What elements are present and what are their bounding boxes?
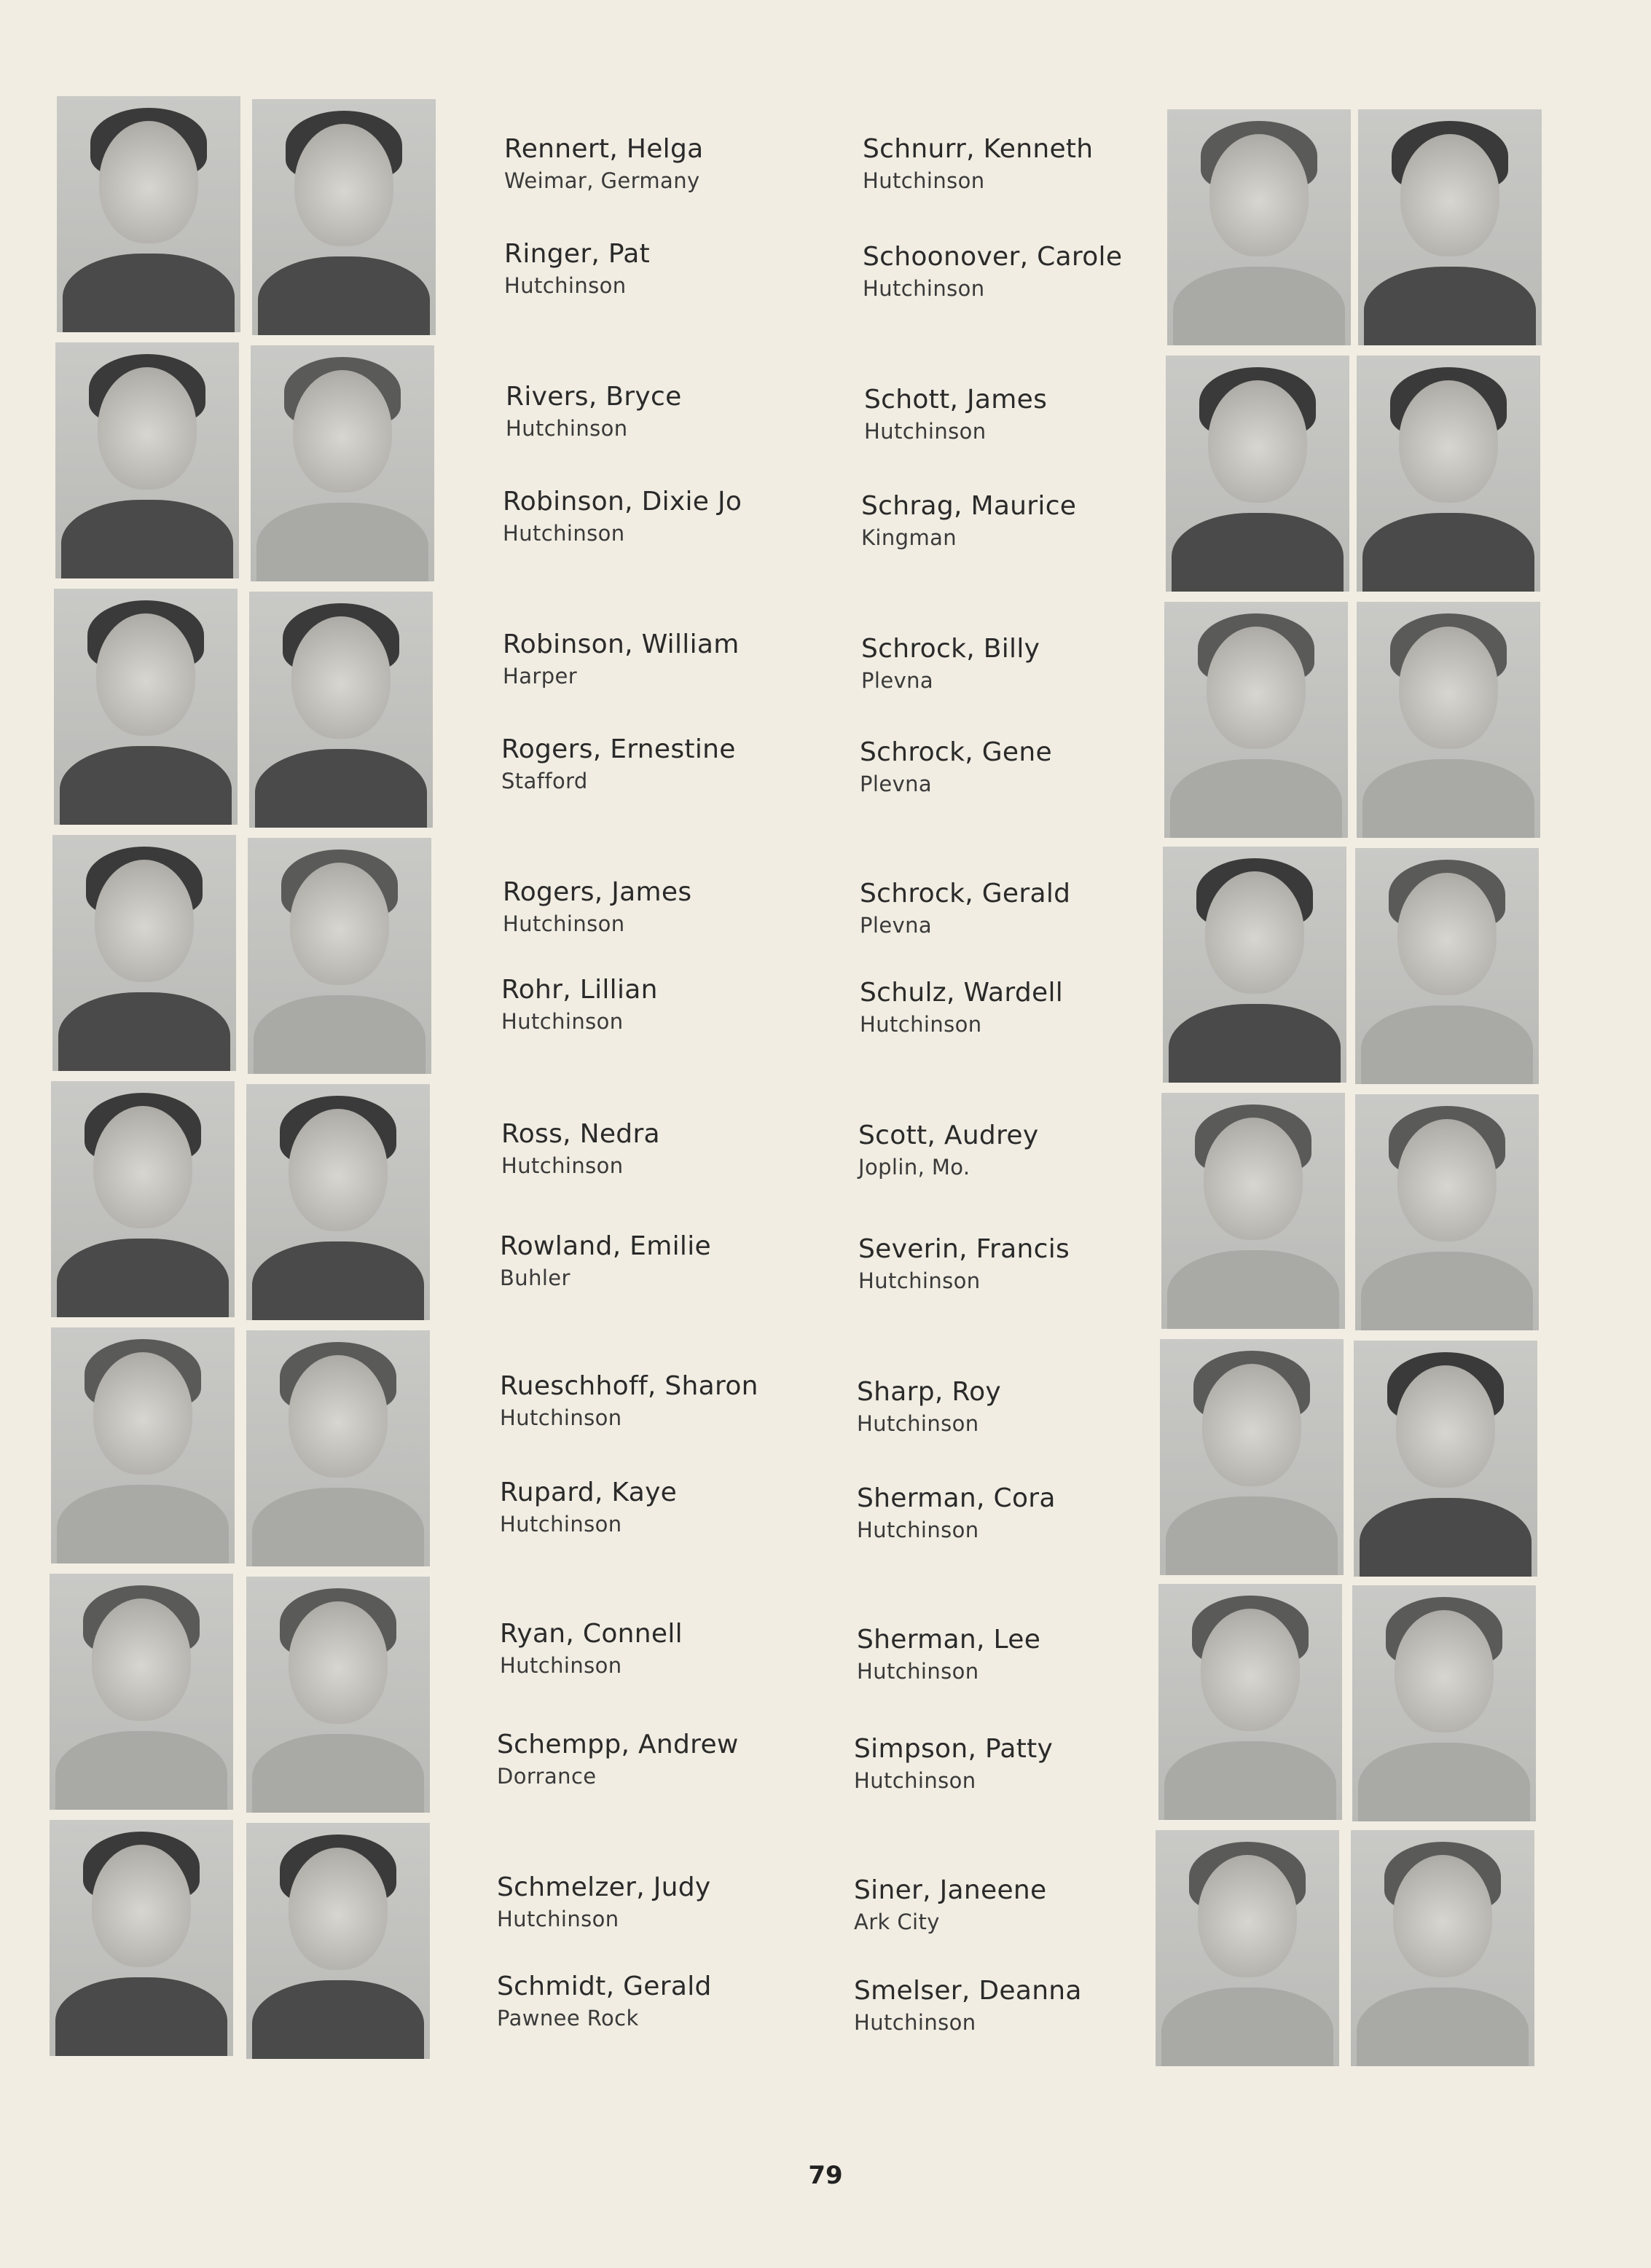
student-entry <box>504 239 650 298</box>
student-name: Robinson, William <box>503 629 740 659</box>
portrait-photo <box>1357 602 1540 838</box>
student-hometown: Hutchinson <box>858 1268 981 1293</box>
student-hometown: Hutchinson <box>854 2010 976 2035</box>
student-name: Ringer, Pat <box>504 239 651 269</box>
student-entry <box>863 242 1122 301</box>
student-name: Rueschhoff, Sharon <box>500 1371 758 1401</box>
student-name: Rupard, Kaye <box>500 1478 678 1507</box>
student-hometown: Hutchinson <box>506 416 628 441</box>
portrait-photo <box>57 96 240 332</box>
portrait-photo <box>1358 109 1542 345</box>
student-name: Severin, Francis <box>858 1234 1070 1264</box>
portrait-photo <box>246 1330 430 1566</box>
student-hometown: Hutchinson <box>503 521 625 546</box>
student-name: Schempp, Andrew <box>497 1730 739 1759</box>
portrait-photo <box>1167 109 1351 345</box>
student-hometown: Dorrance <box>497 1764 597 1789</box>
student-entry <box>504 134 703 193</box>
portrait-photo <box>252 99 436 335</box>
student-hometown: Hutchinson <box>857 1659 979 1684</box>
student-name: Schnurr, Kenneth <box>863 134 1094 164</box>
student-entry <box>500 1371 758 1430</box>
student-hometown: Hutchinson <box>500 1653 622 1678</box>
student-entry <box>501 734 736 793</box>
portrait-photo <box>1355 848 1539 1084</box>
student-name: Schrock, Gene <box>860 737 1052 767</box>
student-name: Rowland, Emilie <box>500 1231 711 1261</box>
student-hometown: Hutchinson <box>864 419 987 444</box>
student-name: Schott, James <box>864 385 1048 415</box>
student-entry <box>501 1119 660 1178</box>
student-name: Sharp, Roy <box>857 1377 1001 1407</box>
student-entry <box>864 385 1047 444</box>
portrait-photo <box>1158 1584 1342 1820</box>
student-hometown: Hutchinson <box>501 1009 624 1034</box>
student-entry <box>858 1121 1038 1180</box>
student-entry <box>497 1872 711 1931</box>
student-entry <box>854 1976 1082 2035</box>
portrait-photo <box>1352 1585 1536 1821</box>
student-name: Siner, Janeene <box>854 1875 1047 1905</box>
student-name: Schrock, Billy <box>861 634 1040 664</box>
student-entry <box>500 1619 683 1678</box>
portrait-photo <box>51 1081 235 1317</box>
student-hometown: Joplin, Mo. <box>858 1155 970 1180</box>
student-name: Ross, Nedra <box>501 1119 660 1149</box>
page-number: 79 <box>808 2161 843 2190</box>
student-name: Robinson, Dixie Jo <box>503 487 742 517</box>
student-entry <box>497 1971 712 2030</box>
student-entry <box>861 634 1040 693</box>
student-name: Schrock, Gerald <box>860 879 1071 909</box>
student-hometown: Ark City <box>854 1910 940 1934</box>
portrait-photo <box>246 1823 430 2059</box>
student-name: Schulz, Wardell <box>860 978 1064 1008</box>
portrait-photo <box>1161 1093 1345 1329</box>
student-hometown: Plevna <box>861 668 934 693</box>
student-hometown: Hutchinson <box>500 1405 622 1430</box>
student-name: Schrag, Maurice <box>861 491 1077 521</box>
student-name: Schoonover, Carole <box>863 242 1123 272</box>
student-hometown: Hutchinson <box>857 1518 979 1542</box>
student-entry <box>854 1734 1053 1793</box>
student-hometown: Buhler <box>500 1266 570 1290</box>
portrait-photo <box>249 592 433 828</box>
portrait-photo <box>50 1820 233 2056</box>
portrait-photo <box>1355 1094 1539 1330</box>
student-name: Schmidt, Gerald <box>497 1971 712 2001</box>
student-hometown: Hutchinson <box>503 911 625 936</box>
portrait-photo <box>50 1574 233 1810</box>
portrait-photo <box>1164 602 1348 838</box>
portrait-photo <box>54 589 238 825</box>
student-name: Sherman, Cora <box>857 1483 1056 1513</box>
student-entry <box>857 1483 1056 1542</box>
student-name: Rennert, Helga <box>504 134 704 164</box>
student-hometown: Hutchinson <box>857 1411 979 1436</box>
student-hometown: Hutchinson <box>863 168 985 193</box>
student-entry <box>503 487 742 546</box>
student-hometown: Hutchinson <box>860 1012 982 1037</box>
student-name: Rohr, Lillian <box>501 975 658 1005</box>
portrait-photo <box>246 1084 430 1320</box>
student-entry <box>500 1478 677 1537</box>
student-hometown: Plevna <box>860 913 933 938</box>
portrait-photo <box>55 342 239 578</box>
student-hometown: Hutchinson <box>854 1768 976 1793</box>
portrait-photo <box>1163 847 1346 1083</box>
student-name: Rogers, James <box>503 877 692 907</box>
portrait-photo <box>1160 1339 1344 1575</box>
student-hometown: Hutchinson <box>501 1153 624 1178</box>
student-name: Scott, Audrey <box>858 1121 1039 1150</box>
student-entry <box>503 629 740 688</box>
student-entry <box>497 1730 739 1789</box>
student-entry <box>863 134 1093 193</box>
student-name: Smelser, Deanna <box>854 1976 1082 2006</box>
student-entry <box>861 491 1076 550</box>
portrait-photo <box>251 345 434 581</box>
portrait-photo <box>1351 1830 1534 2066</box>
student-hometown: Harper <box>503 664 578 688</box>
student-name: Rogers, Ernestine <box>501 734 736 764</box>
portrait-photo <box>248 838 431 1074</box>
student-name: Schmelzer, Judy <box>497 1872 711 1902</box>
student-entry <box>857 1377 1001 1436</box>
student-name: Simpson, Patty <box>854 1734 1054 1764</box>
portrait-photo <box>1156 1830 1339 2066</box>
student-hometown: Hutchinson <box>497 1907 619 1931</box>
student-hometown: Stafford <box>501 769 588 793</box>
student-hometown: Kingman <box>861 525 957 550</box>
student-entry <box>503 877 691 936</box>
student-entry <box>860 978 1063 1037</box>
student-entry <box>857 1625 1040 1684</box>
student-hometown: Hutchinson <box>504 273 627 298</box>
student-entry <box>860 879 1070 938</box>
student-hometown: Pawnee Rock <box>497 2006 639 2030</box>
portrait-photo <box>52 835 236 1071</box>
student-name: Sherman, Lee <box>857 1625 1041 1655</box>
student-entry <box>500 1231 711 1290</box>
student-name: Ryan, Connell <box>500 1619 683 1649</box>
portrait-photo <box>1354 1341 1537 1577</box>
student-entry <box>860 737 1052 796</box>
portrait-photo <box>1166 356 1349 592</box>
student-hometown: Hutchinson <box>863 276 985 301</box>
student-entry <box>501 975 658 1034</box>
student-entry <box>506 382 682 441</box>
portrait-photo <box>1357 356 1540 592</box>
student-entry <box>858 1234 1070 1293</box>
portrait-photo <box>246 1577 430 1813</box>
student-hometown: Hutchinson <box>500 1512 622 1537</box>
student-entry <box>854 1875 1046 1934</box>
student-name: Rivers, Bryce <box>506 382 682 412</box>
student-hometown: Plevna <box>860 772 933 796</box>
portrait-photo <box>51 1327 235 1563</box>
student-hometown: Weimar, Germany <box>504 168 700 193</box>
